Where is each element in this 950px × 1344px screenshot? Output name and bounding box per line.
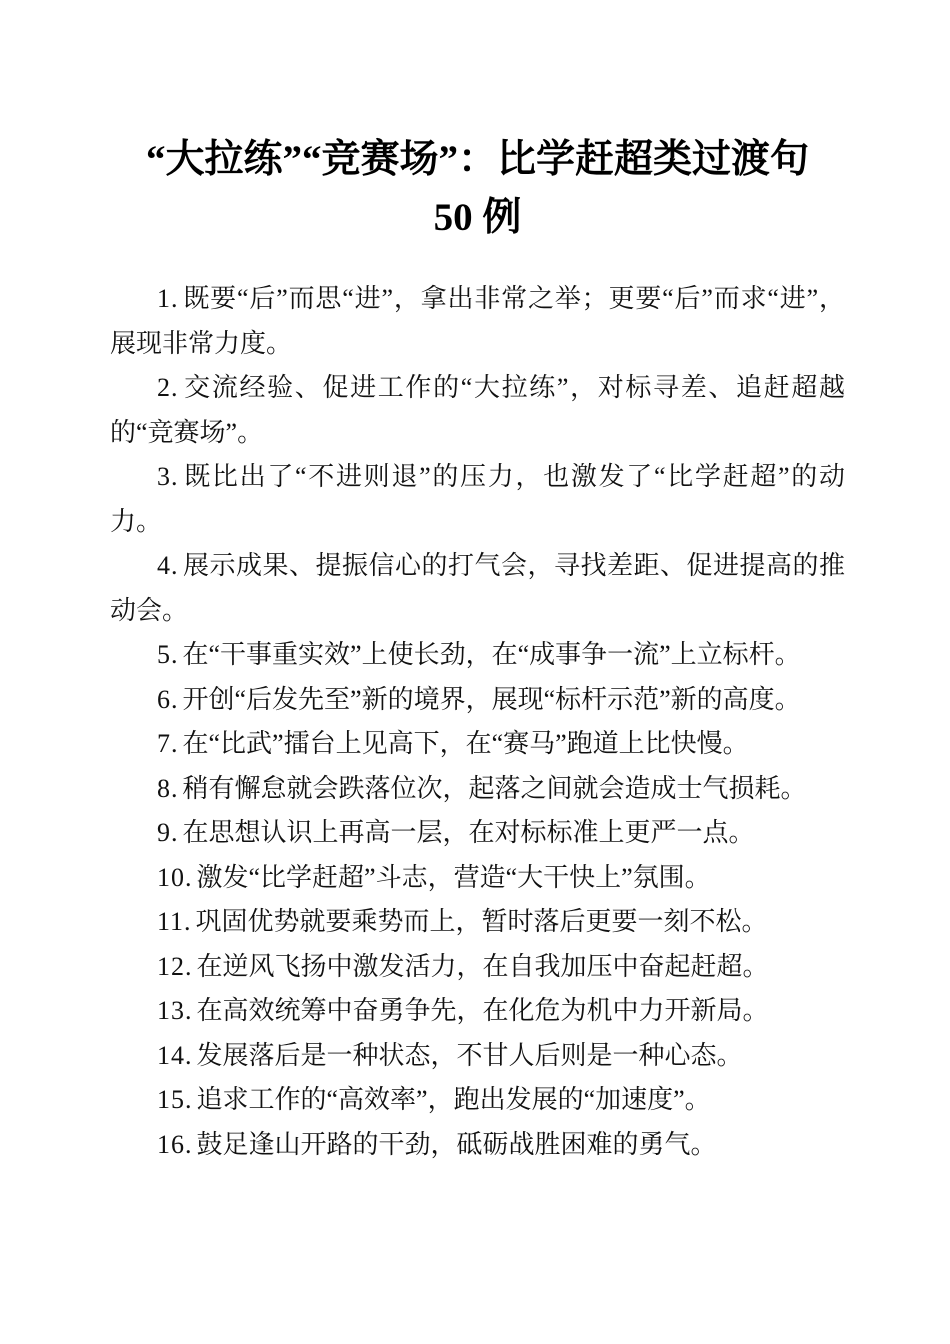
item-number: 9. [157,818,179,847]
list-item [110,811,845,856]
item-number: 7. [157,729,179,758]
list-item [110,722,845,767]
item-number: 8. [157,773,179,803]
list-item [110,544,845,633]
item-number: 4. [157,551,179,580]
list-item [110,989,845,1034]
list-item [110,1034,845,1079]
list-item [110,633,845,678]
item-number: 1. [157,284,179,313]
item-number: 15. [157,1085,193,1114]
item-text: 展示成果、提振信心的打气会，寻找差距、促进提高的推动会。 [110,551,845,625]
list-item [110,900,845,945]
list-item [110,1078,845,1123]
list-item [110,678,845,723]
item-number: 3. [157,462,179,491]
title-line-2: 50 例 [433,196,522,239]
list-item [110,1123,845,1168]
item-text: 鼓足逢山开路的干劲，砥砺战胜困难的勇气。 [196,1129,717,1159]
list-item [110,767,845,812]
item-number: 5. [157,640,179,669]
list-item [110,366,845,455]
item-number: 2. [157,373,179,402]
item-number: 11. [157,907,192,936]
item-text: 在思想认识上再高一层，在对标标准上更严一点。 [182,818,755,847]
item-number: 10. [157,862,193,892]
item-text: 既比出了“不进则退”的压力，也激发了“比学赶超”的动力。 [110,462,845,536]
list-item [110,277,845,366]
list-item [110,945,845,990]
item-number: 16. [157,1129,193,1159]
item-text: 既要“后”而思“进”，拿出非常之举；更要“后”而求“进”，展现非常力度。 [110,284,845,358]
document-body [110,277,845,1167]
item-number: 12. [157,951,193,981]
item-text: 发展落后是一种状态，不甘人后则是一种心态。 [196,1040,743,1070]
item-text: 巩固优势就要乘势而上，暂时落后更要一刻不松。 [195,907,768,936]
list-item [110,455,845,544]
item-number: 14. [157,1040,193,1070]
item-text: 追求工作的“高效率”，跑出发展的“加速度”。 [196,1085,711,1114]
item-text: 在逆风飞扬中激发活力，在自我加压中奋起赶超。 [196,951,769,981]
list-item [110,856,845,901]
document-title [110,131,845,247]
item-text: 开创“后发先至”新的境界，展现“标杆示范”新的高度。 [182,684,801,714]
item-text: 交流经验、促进工作的“大拉练”，对标寻差、追赶超越的“竞赛场”。 [110,373,845,447]
item-text: 在“干事重实效”上使长劲，在“成事争一流”上立标杆。 [182,640,801,669]
item-number: 6. [157,684,179,714]
item-text: 在高效统筹中奋勇争先，在化危为机中力开新局。 [196,996,769,1025]
title-line-1: “大拉练”“竞赛场”：比学赶超类过渡句 [145,138,809,181]
item-text: 在“比武”擂台上见高下，在“赛马”跑道上比快慢。 [182,729,749,758]
item-number: 13. [157,996,193,1025]
item-text: 激发“比学赶超”斗志，营造“大干快上”氛围。 [196,862,711,892]
item-text: 稍有懈怠就会跌落位次，起落之间就会造成士气损耗。 [182,773,807,803]
